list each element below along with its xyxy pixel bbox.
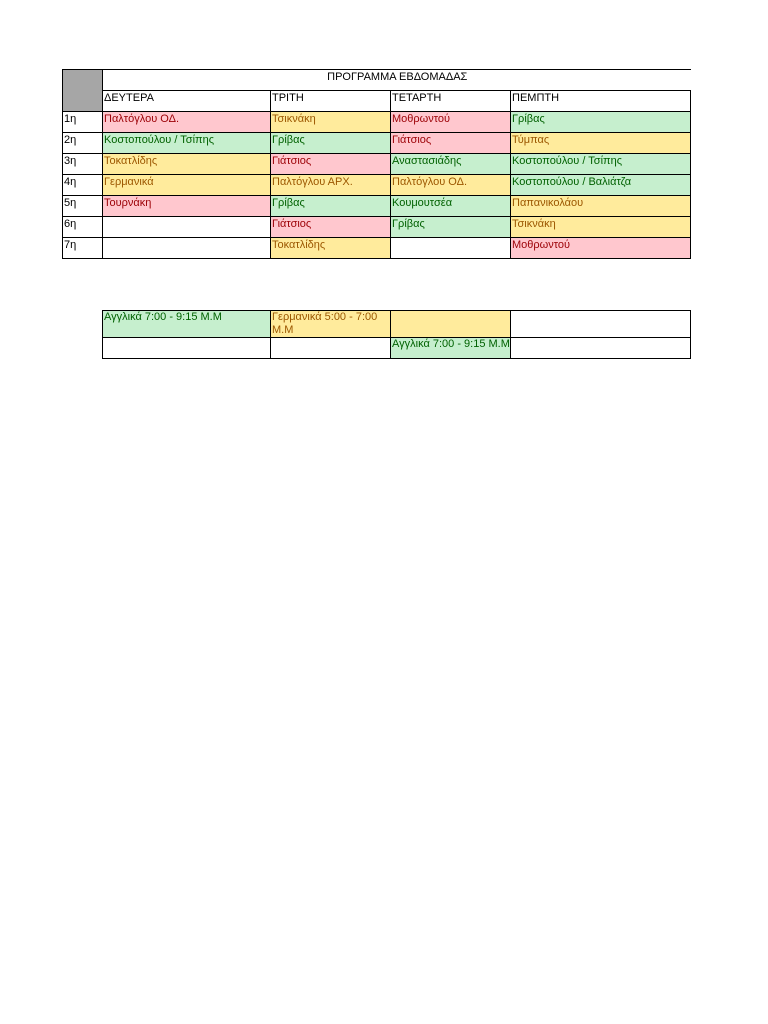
extra-lessons-body bbox=[103, 311, 691, 359]
period-label: 2η bbox=[63, 133, 103, 154]
schedule-title: ΠΡΟΓΡΑΜΜΑ ΕΒΔΟΜΑΔΑΣ bbox=[103, 70, 691, 91]
extra-lesson-cell: Γερμανικά 5:00 - 7:00 Μ.Μ bbox=[271, 311, 391, 338]
lesson-cell: Τύμπας bbox=[511, 133, 691, 154]
lesson-cell: Παλτόγλου ΟΔ. bbox=[103, 112, 271, 133]
lesson-cell bbox=[103, 217, 271, 238]
lesson-cell: Τσικνάκη bbox=[511, 217, 691, 238]
lesson-cell: Κοστοπούλου / Τσίπης bbox=[103, 133, 271, 154]
lesson-cell: Παλτόγλου ΟΔ. bbox=[391, 175, 511, 196]
period-label: 5η bbox=[63, 196, 103, 217]
lesson-cell: Κοστοπούλου / Τσίπης bbox=[511, 154, 691, 175]
period-label: 7η bbox=[63, 238, 103, 259]
schedule-table bbox=[62, 69, 691, 259]
extra-lesson-cell bbox=[511, 311, 691, 338]
extra-lesson-cell: Αγγλικά 7:00 - 9:15 Μ.Μ bbox=[391, 338, 511, 359]
extra-lesson-cell bbox=[103, 338, 271, 359]
lesson-cell: Γιάτσιος bbox=[271, 217, 391, 238]
lesson-cell: Τουρνάκη bbox=[103, 196, 271, 217]
lesson-cell: Γιάτσιος bbox=[271, 154, 391, 175]
day-header-wednesday: ΤΕΤΑΡΤΗ bbox=[391, 91, 511, 112]
lesson-cell: Γερμανικά bbox=[103, 175, 271, 196]
schedule-row bbox=[63, 175, 691, 196]
extra-lesson-cell bbox=[511, 338, 691, 359]
extra-lessons-table bbox=[102, 310, 691, 359]
lesson-cell: Μοθρωντού bbox=[391, 112, 511, 133]
lesson-cell: Γρίβας bbox=[271, 133, 391, 154]
lesson-cell: Γρίβας bbox=[271, 196, 391, 217]
period-label: 6η bbox=[63, 217, 103, 238]
period-label: 3η bbox=[63, 154, 103, 175]
schedule-row bbox=[63, 154, 691, 175]
period-label: 4η bbox=[63, 175, 103, 196]
lesson-cell: Αναστασιάδης bbox=[391, 154, 511, 175]
lesson-cell: Παπανικολάου bbox=[511, 196, 691, 217]
extra-lesson-cell bbox=[391, 311, 511, 338]
day-header-thursday: ΠΕΜΠΤΗ bbox=[511, 91, 691, 112]
day-header-tuesday: ΤΡΙΤΗ bbox=[271, 91, 391, 112]
title-row bbox=[63, 70, 691, 91]
lesson-cell: Κοστοπούλου / Βαλιάτζα bbox=[511, 175, 691, 196]
lesson-cell: Μοθρωντού bbox=[511, 238, 691, 259]
schedule-row bbox=[63, 112, 691, 133]
lesson-cell: Τσικνάκη bbox=[271, 112, 391, 133]
lesson-cell: Γρίβας bbox=[391, 217, 511, 238]
lesson-cell: Τοκατλίδης bbox=[271, 238, 391, 259]
lesson-cell: Γιάτσιος bbox=[391, 133, 511, 154]
lesson-cell: Κουμουτσέα bbox=[391, 196, 511, 217]
schedule-body bbox=[63, 112, 691, 259]
extra-lesson-cell bbox=[271, 338, 391, 359]
extra-lesson-cell: Αγγλικά 7:00 - 9:15 Μ.Μ bbox=[103, 311, 271, 338]
day-header-monday: ΔΕΥΤΕΡΑ bbox=[103, 91, 271, 112]
extra-row bbox=[103, 338, 691, 359]
lesson-cell bbox=[391, 238, 511, 259]
schedule-row bbox=[63, 196, 691, 217]
lesson-cell: Γρίβας bbox=[511, 112, 691, 133]
lesson-cell: Παλτόγλου ΑΡΧ. bbox=[271, 175, 391, 196]
header-row bbox=[63, 91, 691, 112]
lesson-cell bbox=[103, 238, 271, 259]
extra-row bbox=[103, 311, 691, 338]
schedule-row bbox=[63, 238, 691, 259]
schedule-row bbox=[63, 133, 691, 154]
schedule-row bbox=[63, 217, 691, 238]
corner-cell bbox=[63, 70, 103, 112]
lesson-cell: Τοκατλίδης bbox=[103, 154, 271, 175]
period-label: 1η bbox=[63, 112, 103, 133]
